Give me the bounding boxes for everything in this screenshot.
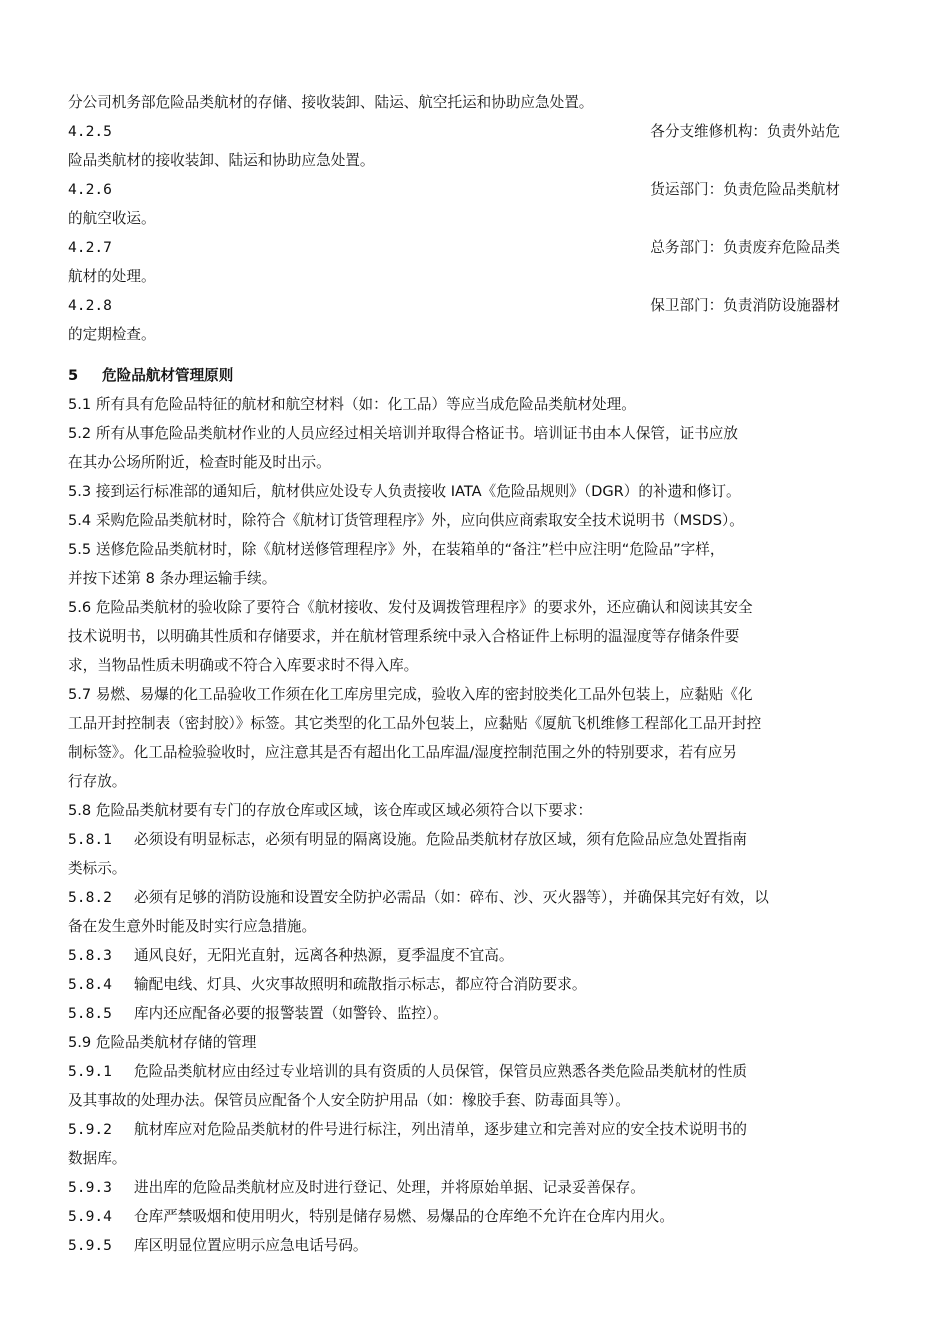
item-text: 进出库的危险品类航材应及时进行登记、处理，并将原始单据、记录妥善保存。 (134, 1179, 645, 1196)
item-text: 通风良好，无阳光直射，远离各种热源，夏季温度不宜高。 (134, 947, 514, 964)
item-number: 5.9.2 (68, 1121, 112, 1138)
item-number: 5.8.3 (68, 947, 112, 964)
paragraph-5-6-cont: 技术说明书，以明确其性质和存储要求，并在航材管理系统中录入合格证件上标明的温湿度等存储条件要 (68, 628, 740, 645)
item-4-2-5 (68, 117, 840, 146)
item-number: 5.9.5 (68, 1237, 112, 1254)
item-number: 4.2.5 (68, 123, 112, 140)
paragraph-5-7-cont: 行存放。 (68, 773, 127, 790)
item-text: 库区明显位置应明示应急电话号码。 (134, 1237, 368, 1254)
paragraph-5-6-cont: 求，当物品性质未明确或不符合入库要求时不得入库。 (68, 657, 419, 674)
text-line: 的航空收运。 (68, 210, 156, 227)
paragraph-5-9: 5.9 危险品类航材存储的管理 (68, 1034, 257, 1051)
item-text: 库内还应配备必要的报警装置（如警铃、监控）。 (134, 1005, 448, 1022)
paragraph-5-6: 5.6 危险品类航材的验收除了要符合《航材接收、发付及调拨管理程序》的要求外，还应确认和阅读其安全 (68, 599, 753, 616)
item-text: 危险品类航材应由经过专业培训的具有资质的人员保管，保管员应熟悉各类危险品类航材的性质 (134, 1063, 747, 1080)
item-text: 保卫部门：负责消防设施器材 (650, 297, 840, 314)
item-5-8-2-cont: 备在发生意外时能及时实行应急措施。 (68, 918, 317, 935)
item-5-9-3 (68, 1173, 840, 1202)
item-text: 各分支维修机构：负责外站危 (650, 123, 840, 140)
item-number: 5.9.3 (68, 1179, 112, 1196)
item-5-9-4 (68, 1202, 840, 1231)
text-line: 分公司机务部危险品类航材的存储、接收装卸、陆运、航空托运和协助应急处置。 (68, 94, 594, 111)
paragraph-5-2-cont: 在其办公场所附近，检查时能及时出示。 (68, 454, 331, 471)
item-text: 总务部门：负责废弃危险品类 (650, 239, 840, 256)
item-number: 5.8.4 (68, 976, 112, 993)
paragraph-5-7: 5.7 易燃、易爆的化工品验收工作须在化工库房里完成，验收入库的密封胶类化工品外包装上，应黏贴《化 (68, 686, 753, 703)
item-number: 5.9.4 (68, 1208, 112, 1225)
item-text: 必须设有明显标志，必须有明显的隔离设施。危险品类航材存放区域，须有危险品应急处置指南 (134, 831, 747, 848)
item-5-8-4 (68, 970, 840, 999)
item-5-9-1-cont: 及其事故的处理办法。保管员应配备个人安全防护用品（如：橡胶手套、防毒面具等）。 (68, 1092, 630, 1109)
item-number: 5.8.1 (68, 831, 112, 848)
item-number: 5.8.2 (68, 889, 112, 906)
paragraph-5-7-cont: 制标签》。化工品检验验收时，应注意其是否有超出化工品库温/湿度控制范围之外的特别要求，若有应另 (68, 744, 737, 761)
section-heading (68, 361, 840, 390)
section-title: 危险品航材管理原则 (102, 367, 234, 384)
item-5-9-2 (68, 1115, 840, 1144)
item-5-8-2 (68, 883, 840, 912)
text-line: 航材的处理。 (68, 268, 156, 285)
item-number: 5.9.1 (68, 1063, 112, 1080)
section-number: 5 (68, 367, 79, 384)
item-5-9-1 (68, 1057, 840, 1086)
item-number: 4.2.6 (68, 181, 112, 198)
item-5-9-5 (68, 1231, 840, 1260)
item-text: 货运部门：负责危险品类航材 (650, 181, 840, 198)
item-text: 输配电线、灯具、火灾事故照明和疏散指示标志，都应符合消防要求。 (134, 976, 587, 993)
item-4-2-7 (68, 233, 840, 262)
text-line: 险品类航材的接收装卸、陆运和协助应急处置。 (68, 152, 375, 169)
spacer (68, 349, 840, 361)
text-line: 的定期检查。 (68, 326, 156, 343)
item-text: 航材库应对危险品类航材的件号进行标注，列出清单，逐步建立和完善对应的安全技术说明书的 (134, 1121, 747, 1138)
item-text: 仓库严禁吸烟和使用明火，特别是储存易燃、易爆品的仓库绝不允许在仓库内用火。 (134, 1208, 674, 1225)
item-number: 5.8.5 (68, 1005, 112, 1022)
item-4-2-6 (68, 175, 840, 204)
paragraph-5-5-cont: 并按下述第 8 条办理运输手续。 (68, 570, 277, 587)
paragraph-5-7-cont: 工品开封控制表（密封胶）》标签。其它类型的化工品外包装上，应黏贴《厦航飞机维修工程部化工品开封控 (68, 715, 762, 732)
item-number: 4.2.8 (68, 297, 112, 314)
paragraph-5-1: 5.1 所有具有危险品特征的航材和航空材料（如：化工品）等应当成危险品类航材处理。 (68, 396, 636, 413)
paragraph-5-3: 5.3 接到运行标准部的通知后，航材供应处设专人负责接收 IATA《危险品规则》（DGR）的补遗和修订。 (68, 483, 741, 500)
item-5-8-5 (68, 999, 840, 1028)
item-5-8-1 (68, 825, 840, 854)
item-4-2-8 (68, 291, 840, 320)
paragraph-5-5: 5.5 送修危险品类航材时，除《航材送修管理程序》外，在装箱单的“备注”栏中应注明“危险品”字样， (68, 541, 725, 558)
item-number: 4.2.7 (68, 239, 112, 256)
paragraph-5-8: 5.8 危险品类航材要有专门的存放仓库或区域，该仓库或区域必须符合以下要求： (68, 802, 593, 819)
item-5-8-1-cont: 类标示。 (68, 860, 127, 877)
item-5-9-2-cont: 数据库。 (68, 1150, 127, 1167)
item-text: 必须有足够的消防设施和设置安全防护必需品（如：碎布、沙、灭火器等），并确保其完好有效，以 (134, 889, 769, 906)
paragraph-5-2: 5.2 所有从事危险品类航材作业的人员应经过相关培训并取得合格证书。培训证书由本人保管，证书应放 (68, 425, 738, 442)
paragraph-5-4: 5.4 采购危险品类航材时，除符合《航材订货管理程序》外，应向供应商索取安全技术说明书（MSDS）。 (68, 512, 744, 529)
document-page (68, 88, 840, 1260)
item-5-8-3 (68, 941, 840, 970)
